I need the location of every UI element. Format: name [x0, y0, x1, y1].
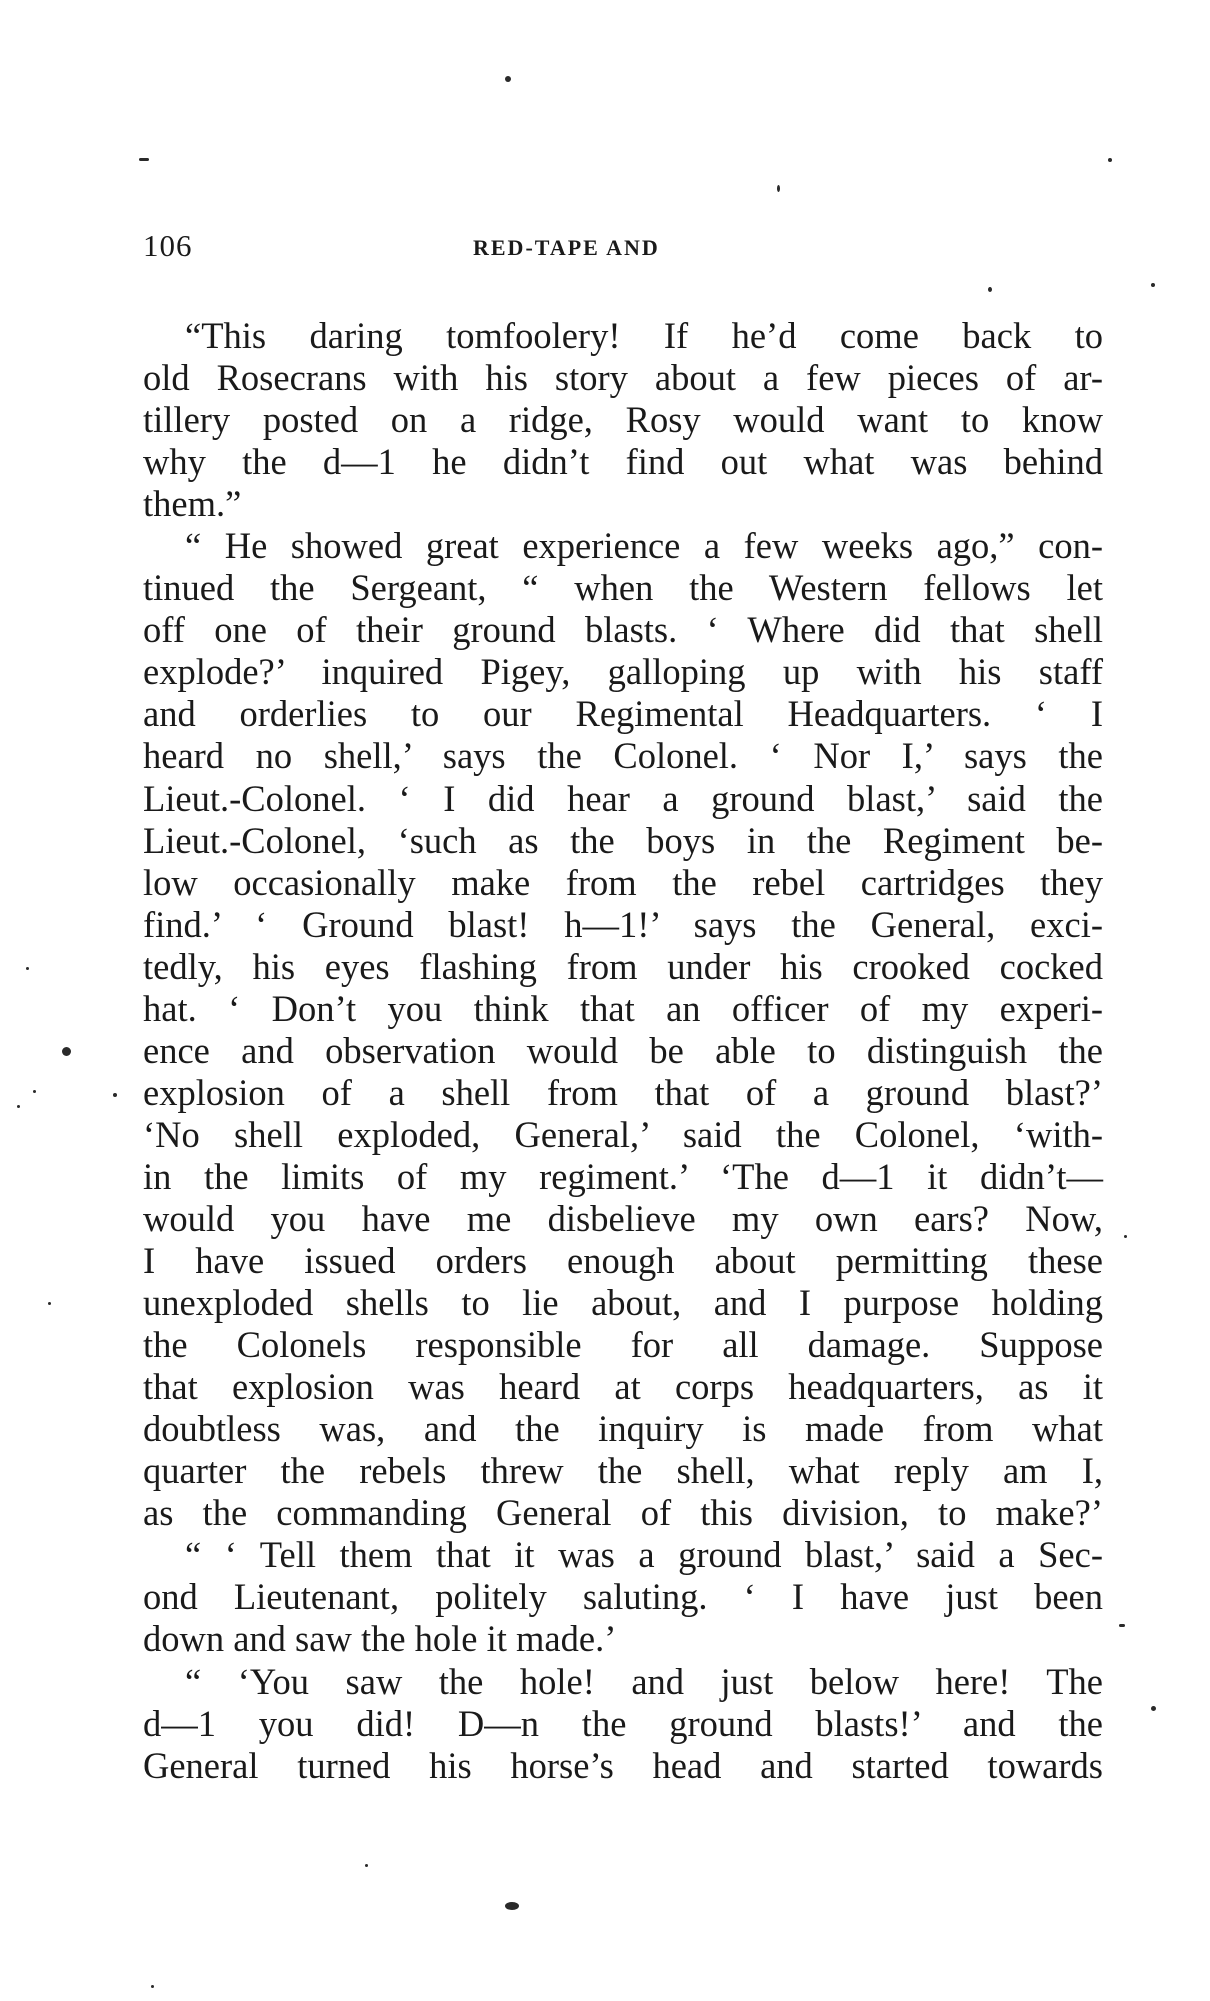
scan-speck — [365, 1864, 368, 1867]
running-head: RED-TAPE AND — [473, 235, 660, 260]
scan-speck — [505, 76, 511, 82]
text-line: that explosion was heard at corps headquarters, as it — [143, 1366, 1103, 1408]
text-line: the Colonels responsible for all damage. Suppose — [143, 1324, 1103, 1366]
text-line: ‘No shell exploded, General,’ said the Colonel, ‘with- — [143, 1113, 1103, 1155]
scan-speck — [1151, 1706, 1156, 1711]
scan-speck — [777, 185, 780, 192]
text-line: explode?’ inquired Pigey, galloping up with his staff — [143, 651, 1103, 693]
text-line: why the d—1 he didn’t find out what was behind — [143, 441, 1103, 483]
text-line: them.” — [143, 483, 242, 525]
text-line: old Rosecrans with his story about a few pieces of ar- — [143, 357, 1103, 399]
text-line: off one of their ground blasts. ‘ Where did that shell — [143, 609, 1103, 651]
text-line: explosion of a shell from that of a ground blast?’ — [143, 1071, 1103, 1113]
scan-speck — [33, 1090, 36, 1093]
page-header — [143, 228, 1103, 268]
scan-speck — [1119, 1624, 1125, 1627]
scan-speck — [151, 1985, 154, 1988]
scan-speck — [48, 1302, 51, 1305]
text-line: and orderlies to our Regimental Headquarters. ‘ I — [143, 693, 1103, 735]
text-line: “ He showed great experience a few weeks ago,” con- — [185, 525, 1103, 567]
text-line: “ ‘ Tell them that it was a ground blast,’ said a Sec- — [185, 1534, 1103, 1576]
scan-speck — [62, 1047, 71, 1056]
scan-speck — [113, 1093, 117, 1097]
text-line: doubtless was, and the inquiry is made from what — [143, 1408, 1103, 1450]
scan-speck — [1124, 1235, 1127, 1238]
text-line: would you have me disbelieve my own ears? Now, — [143, 1197, 1103, 1239]
text-line: ence and observation would be able to distinguish the — [143, 1029, 1103, 1071]
text-line: low occasionally make from the rebel cartridges they — [143, 861, 1103, 903]
text-line: General turned his horse’s head and started towards — [143, 1744, 1103, 1786]
text-line: as the commanding General of this division, to make?’ — [143, 1492, 1103, 1534]
text-line: in the limits of my regiment.’ ‘The d—1 it didn’t— — [143, 1155, 1103, 1197]
page-number: 106 — [143, 228, 193, 263]
text-line: Lieut.-Colonel, ‘such as the boys in the Regiment be- — [143, 819, 1103, 861]
text-line: d—1 you did! D—n the ground blasts!’ and the — [143, 1702, 1103, 1744]
body-text — [143, 315, 1103, 1787]
text-line: quarter the rebels threw the shell, what reply am I, — [143, 1450, 1103, 1492]
text-line: tinued the Sergeant, “ when the Western fellows let — [143, 567, 1103, 609]
text-line: I have issued orders enough about permitting these — [143, 1240, 1103, 1282]
scan-speck — [1108, 158, 1112, 162]
text-line: find.’ ‘ Ground blast! h—1!’ says the General, exci- — [143, 903, 1103, 945]
text-line: down and saw the hole it made.’ — [143, 1618, 617, 1660]
scan-speck — [1151, 283, 1155, 287]
scan-speck — [26, 967, 29, 970]
text-line: unexploded shells to lie about, and I purpose holding — [143, 1282, 1103, 1324]
text-line: Lieut.-Colonel. ‘ I did hear a ground blast,’ said the — [143, 777, 1103, 819]
text-line: “ ‘You saw the hole! and just below here! The — [185, 1660, 1103, 1702]
text-line: ond Lieutenant, politely saluting. ‘ I have just been — [143, 1576, 1103, 1618]
scan-speck — [988, 287, 992, 292]
text-line: tedly, his eyes flashing from under his crooked cocked — [143, 945, 1103, 987]
scan-speck — [139, 158, 149, 161]
text-line: heard no shell,’ says the Colonel. ‘ Nor I,’ says the — [143, 735, 1103, 777]
text-line: hat. ‘ Don’t you think that an officer of my experi- — [143, 987, 1103, 1029]
scan-speck — [505, 1902, 519, 1910]
text-line: “This daring tomfoolery! If he’d come back to — [185, 315, 1103, 356]
text-line: tillery posted on a ridge, Rosy would want to know — [143, 399, 1103, 441]
scan-speck — [17, 1105, 20, 1108]
